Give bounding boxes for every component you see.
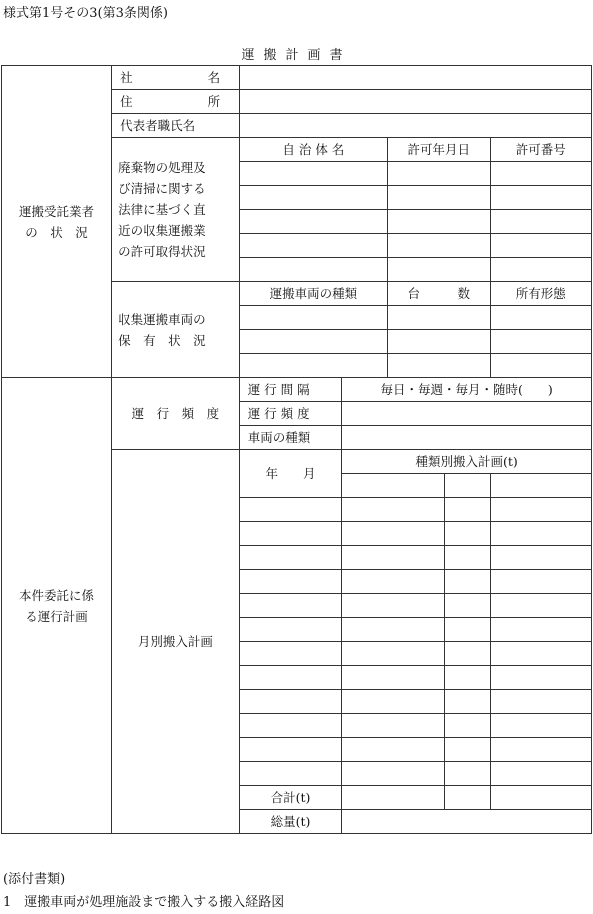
interval-label: 運 行 間 隔 — [239, 378, 342, 402]
month-cell[interactable] — [239, 690, 342, 714]
type-plan-header: 種類別搬入計画(t) — [342, 450, 592, 474]
permit-number-header: 許可番号 — [490, 138, 592, 162]
permit-cell[interactable] — [388, 258, 491, 282]
ownership-header: 所有形態 — [490, 282, 592, 306]
month-cell[interactable] — [239, 570, 342, 594]
vehicle-kind-field[interactable] — [342, 426, 592, 450]
permit-cell[interactable] — [490, 186, 592, 210]
plan-cell[interactable] — [444, 714, 490, 738]
permit-cell[interactable] — [239, 210, 387, 234]
plan-cell[interactable] — [444, 666, 490, 690]
plan-cell[interactable] — [490, 762, 592, 786]
total-cell[interactable] — [342, 786, 445, 810]
plan-cell[interactable] — [490, 522, 592, 546]
plan-cell[interactable] — [444, 546, 490, 570]
plan-cell[interactable] — [490, 690, 592, 714]
transport-plan-table — [1, 65, 592, 834]
month-cell[interactable] — [239, 762, 342, 786]
plan-cell[interactable] — [444, 642, 490, 666]
permit-cell[interactable] — [239, 162, 387, 186]
month-cell[interactable] — [239, 666, 342, 690]
total-cell[interactable] — [444, 786, 490, 810]
plan-cell[interactable] — [342, 498, 445, 522]
plan-cell[interactable] — [490, 570, 592, 594]
vehicle-cell[interactable] — [388, 306, 491, 330]
attachments-heading: (添付書類) — [3, 872, 66, 887]
type-column-header[interactable] — [342, 474, 445, 498]
plan-cell[interactable] — [444, 690, 490, 714]
plan-cell[interactable] — [342, 714, 445, 738]
plan-cell[interactable] — [342, 594, 445, 618]
plan-cell[interactable] — [490, 666, 592, 690]
plan-cell[interactable] — [444, 762, 490, 786]
month-cell[interactable] — [239, 498, 342, 522]
form-number-label: 様式第1号その3(第3条関係) — [3, 6, 168, 21]
monthly-plan-label: 月別搬入計画 — [112, 450, 240, 834]
permit-cell[interactable] — [490, 210, 592, 234]
municipality-header: 自 治 体 名 — [239, 138, 387, 162]
carrier-status-label: 運搬受託業者 の 状 況 — [2, 66, 112, 378]
permit-cell[interactable] — [490, 162, 592, 186]
document-title: 運搬計画書 — [241, 48, 352, 63]
attachment-item: 1 運搬車両が処理施設まで搬入する搬入経路図 — [3, 895, 285, 910]
month-cell[interactable] — [239, 522, 342, 546]
plan-cell[interactable] — [342, 738, 445, 762]
plan-cell[interactable] — [444, 594, 490, 618]
address-label: 住 所 — [112, 90, 240, 114]
permit-cell[interactable] — [388, 186, 491, 210]
plan-cell[interactable] — [444, 498, 490, 522]
permit-cell[interactable] — [239, 186, 387, 210]
type-column-header[interactable] — [444, 474, 490, 498]
vehicle-cell[interactable] — [239, 306, 387, 330]
vehicle-cell[interactable] — [490, 306, 592, 330]
frequency-field[interactable] — [342, 402, 592, 426]
representative-label: 代表者職氏名 — [112, 114, 240, 138]
company-name-field[interactable] — [239, 66, 591, 90]
month-cell[interactable] — [239, 594, 342, 618]
frequency-row-label: 運 行 頻 度 — [239, 402, 342, 426]
plan-cell[interactable] — [444, 738, 490, 762]
address-field[interactable] — [239, 90, 591, 114]
vehicle-cell[interactable] — [239, 330, 387, 354]
type-column-header[interactable] — [490, 474, 592, 498]
interval-options[interactable]: 毎日・毎週・毎月・随時( ) — [342, 378, 592, 402]
year-month-header: 年 月 — [239, 450, 342, 498]
plan-cell[interactable] — [444, 522, 490, 546]
plan-cell[interactable] — [490, 642, 592, 666]
vehicle-status-label: 収集運搬車両の 保 有 状 況 — [112, 282, 240, 378]
grand-total-field[interactable] — [342, 810, 592, 834]
vehicle-cell[interactable] — [388, 330, 491, 354]
total-label: 合計(t) — [239, 786, 342, 810]
total-cell[interactable] — [490, 786, 592, 810]
plan-cell[interactable] — [444, 618, 490, 642]
vehicle-cell[interactable] — [490, 330, 592, 354]
plan-cell[interactable] — [342, 762, 445, 786]
plan-cell[interactable] — [490, 546, 592, 570]
vehicle-kind-label: 車両の種類 — [239, 426, 342, 450]
plan-cell[interactable] — [342, 570, 445, 594]
permit-date-header: 許可年月日 — [388, 138, 491, 162]
permit-status-label: 廃棄物の処理及 び清掃に関する 法律に基づく直 近の収集運搬業 の許可取得状況 — [112, 138, 240, 282]
month-cell[interactable] — [239, 714, 342, 738]
month-cell[interactable] — [239, 642, 342, 666]
month-cell[interactable] — [239, 738, 342, 762]
plan-cell[interactable] — [342, 666, 445, 690]
vehicle-cell[interactable] — [490, 354, 592, 378]
plan-cell[interactable] — [342, 546, 445, 570]
permit-cell[interactable] — [239, 234, 387, 258]
vehicle-type-header: 運搬車両の種類 — [239, 282, 387, 306]
month-cell[interactable] — [239, 546, 342, 570]
vehicle-cell[interactable] — [388, 354, 491, 378]
permit-cell[interactable] — [388, 162, 491, 186]
plan-cell[interactable] — [490, 594, 592, 618]
permit-cell[interactable] — [490, 258, 592, 282]
plan-cell[interactable] — [444, 570, 490, 594]
operation-plan-label: 本件委託に係 る運行計画 — [2, 378, 112, 834]
attachments-notes — [3, 868, 284, 914]
plan-cell[interactable] — [342, 618, 445, 642]
permit-cell[interactable] — [490, 234, 592, 258]
plan-cell[interactable] — [342, 522, 445, 546]
plan-cell[interactable] — [490, 738, 592, 762]
company-name-label: 社 名 — [112, 66, 240, 90]
permit-cell[interactable] — [388, 234, 491, 258]
plan-cell[interactable] — [490, 618, 592, 642]
frequency-label: 運 行 頻 度 — [112, 378, 240, 450]
vehicle-cell[interactable] — [239, 354, 387, 378]
grand-total-label: 総量(t) — [239, 810, 342, 834]
plan-cell[interactable] — [342, 690, 445, 714]
permit-cell[interactable] — [239, 258, 387, 282]
permit-cell[interactable] — [388, 210, 491, 234]
plan-cell[interactable] — [490, 714, 592, 738]
plan-cell[interactable] — [490, 498, 592, 522]
plan-cell[interactable] — [342, 642, 445, 666]
representative-field[interactable] — [239, 114, 591, 138]
vehicle-count-header: 台 数 — [388, 282, 491, 306]
month-cell[interactable] — [239, 618, 342, 642]
